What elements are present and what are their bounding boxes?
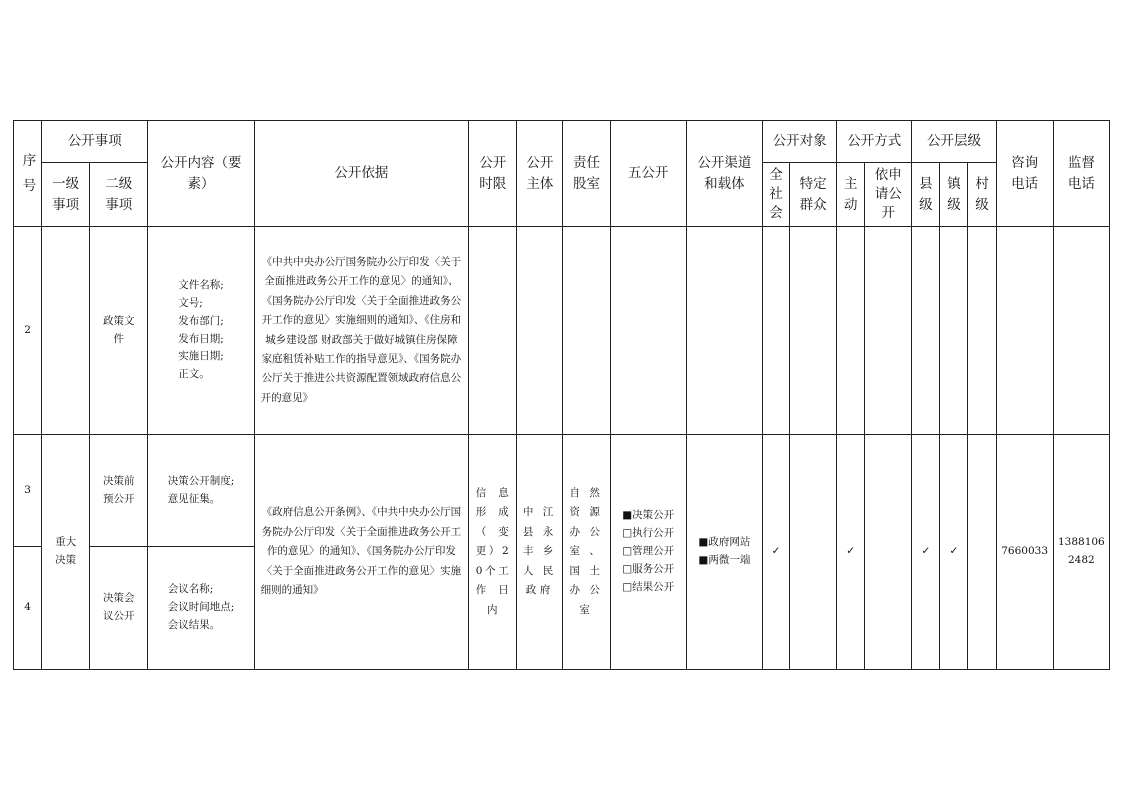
content-item: 决策公开制度;: [167, 474, 235, 487]
content-item: 意见征集。: [167, 492, 221, 505]
group-supervise: 13881062482: [1053, 435, 1109, 670]
group-period: [469, 435, 517, 670]
header-row-1: [14, 121, 1110, 163]
group-layer-town: ✓: [940, 435, 968, 670]
content-item: 发布部门;: [178, 314, 224, 327]
content-item: 正文。: [178, 368, 210, 381]
five-item-management: □管理公开: [622, 545, 675, 558]
group-consult: 7660033: [996, 435, 1053, 670]
five-list: [622, 507, 674, 596]
group-five: [610, 435, 686, 670]
row-seq: 2: [14, 227, 42, 435]
header-channel: 公开渠道 和载体: [686, 121, 762, 227]
content-item: 会议结果。: [167, 618, 221, 631]
content-list: [168, 581, 235, 635]
row-aud-specific: [790, 227, 837, 435]
table-row: [14, 435, 1110, 547]
header-consult: 咨询 电话: [996, 121, 1053, 227]
header-subject: 公开 主体: [517, 121, 563, 227]
group-level1: 重大 决策: [42, 435, 90, 670]
content-item: 会议名称;: [167, 583, 214, 596]
row-layer-town: [940, 227, 968, 435]
header-seq: 序 号: [14, 121, 42, 227]
row-method-active: [837, 227, 865, 435]
row-dept: [563, 227, 610, 435]
row-content: [148, 547, 254, 670]
row-layer-village: [968, 227, 996, 435]
row-content: [148, 435, 254, 547]
group-layer-county: ✓: [912, 435, 940, 670]
row-level2: 决策前 预公开: [90, 435, 148, 547]
header-basis: 公开依据: [254, 121, 469, 227]
header-aud-all: 全 社 会: [762, 163, 789, 227]
group-subject: [517, 435, 563, 670]
group-aud-specific: [790, 435, 837, 670]
group-aud-all: ✓: [762, 435, 789, 670]
row-supervise: [1053, 227, 1109, 435]
header-dept: 责任 股室: [563, 121, 610, 227]
header-level1: 一级 事项: [42, 163, 90, 227]
content-list: [178, 277, 224, 384]
group-basis: 《政府信息公开条例》、《中共中央办公厅国务院办公厅印发〈关于全面推进政务公开工作的意见〉的通知》、《国务院办公厅印发〈关于全面推进政务公开工作的意见〉实施细则的通知》: [254, 435, 469, 670]
row-level2: 决策会 议公开: [90, 547, 148, 670]
row-basis: 《中共中央办公厅国务院办公厅印发〈关于全面推进政务公开工作的意见〉的通知》、《国务院办公厅印发〈关于全面推进政务公开工作的意见〉实施细则的通知》、《住房和城乡建设部 财政部关于做好城镇住房保障家庭租赁补贴工作的指导意见》、《国务院办公厅关于推进公共资源配置领域政府信息公开的意见》: [254, 227, 469, 435]
five-item-service: □服务公开: [622, 562, 675, 575]
period-text: 信息形成（变更）20个工作日内: [475, 487, 510, 616]
header-layer-village: 村 级: [968, 163, 996, 227]
header-item: 公开事项: [42, 121, 148, 163]
group-channel: [686, 435, 762, 670]
header-period: 公开 时限: [469, 121, 517, 227]
header-aud-specific: 特定 群众: [790, 163, 837, 227]
content-item: 会议时间地点;: [167, 601, 235, 614]
header-audience: 公开对象: [762, 121, 836, 163]
five-item-execution: □执行公开: [622, 527, 675, 540]
header-level2: 二级 事项: [90, 163, 148, 227]
header-method-apply: 依申 请公 开: [865, 163, 912, 227]
subject-text: 中江县永丰乡人民政府: [522, 506, 557, 597]
row-period: [469, 227, 517, 435]
row-consult: [996, 227, 1053, 435]
channel-website: ■政府网站: [698, 536, 751, 549]
five-item-result: □结果公开: [622, 580, 675, 593]
row-seq: 3: [14, 435, 42, 547]
header-layer-county: 县 级: [912, 163, 940, 227]
row-five: [610, 227, 686, 435]
table-row: [14, 227, 1110, 435]
content-item: 发布日期;: [178, 332, 224, 345]
content-item: 文号;: [178, 296, 203, 309]
group-dept: [563, 435, 610, 670]
content-item: 文件名称;: [178, 278, 224, 291]
row-channel: [686, 227, 762, 435]
row-aud-all: [762, 227, 789, 435]
row-content: [148, 227, 254, 435]
group-layer-village: [968, 435, 996, 670]
header-supervise: 监督 电话: [1053, 121, 1109, 227]
five-item-decision: ■决策公开: [622, 509, 675, 522]
content-list: [168, 473, 235, 509]
content-item: 实施日期;: [178, 350, 224, 363]
row-seq: 4: [14, 547, 42, 670]
row-subject: [517, 227, 563, 435]
row-level1: [42, 227, 90, 435]
row-method-apply: [865, 227, 912, 435]
disclosure-table: [13, 120, 1110, 670]
dept-text: 自然资源办公室、国土办公室: [569, 487, 604, 616]
header-method: 公开方式: [837, 121, 912, 163]
group-method-active: ✓: [837, 435, 865, 670]
header-content: 公开内容（要 素）: [148, 121, 254, 227]
header-layer: 公开层级: [912, 121, 996, 163]
row-level2: 政策文 件: [90, 227, 148, 435]
group-method-apply: [865, 435, 912, 670]
header-five: 五公开: [610, 121, 686, 227]
channel-weibo-wechat-app: ■两微一端: [698, 554, 751, 566]
row-layer-county: [912, 227, 940, 435]
header-layer-town: 镇 级: [940, 163, 968, 227]
channel-list: [698, 534, 750, 570]
header-method-active: 主 动: [837, 163, 865, 227]
